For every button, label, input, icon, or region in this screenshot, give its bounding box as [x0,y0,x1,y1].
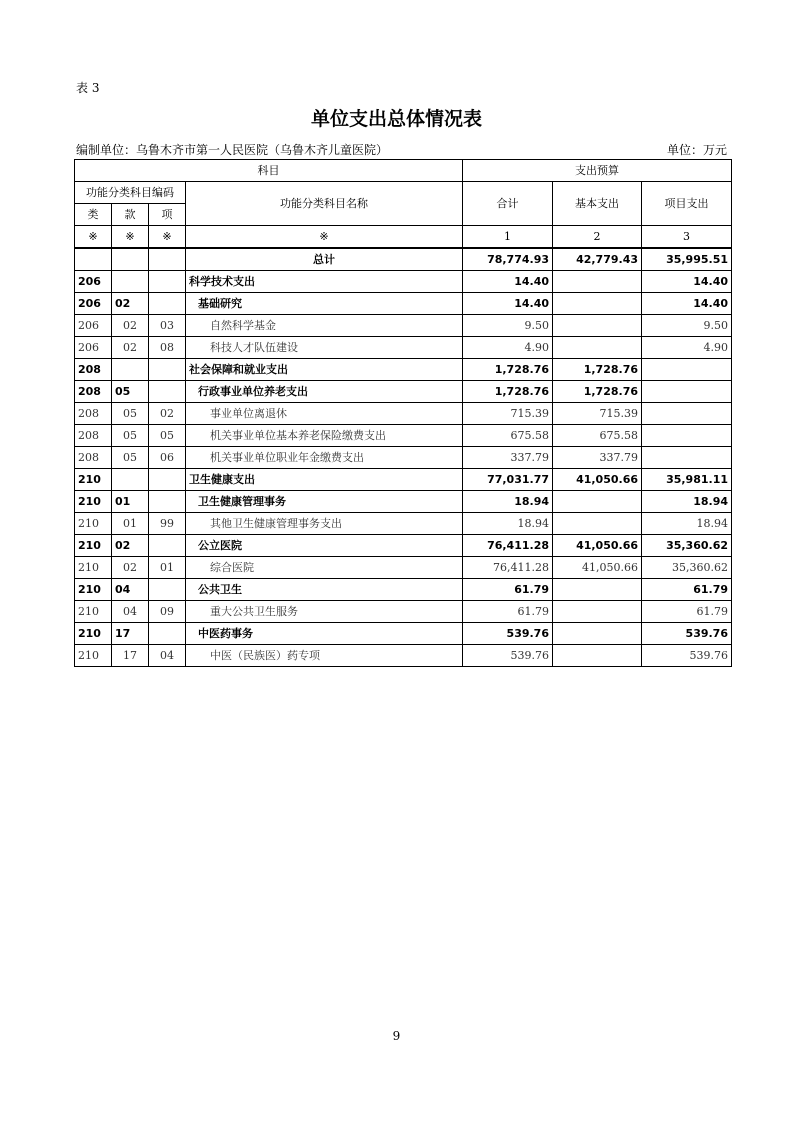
header-row-1 [75,160,732,182]
cell-project: 61.79 [642,579,732,601]
cell-total: 77,031.77 [463,469,553,491]
cell-total: 78,774.93 [463,248,553,271]
cell-kuan: 01 [112,491,149,513]
cell-name: 机关事业单位职业年金缴费支出 [186,447,463,469]
cell-lei: 210 [75,623,112,645]
table-row [75,469,732,491]
cell-project [642,381,732,403]
expenditure-table [74,159,732,667]
header-project: 项目支出 [642,182,732,226]
cell-total: 76,411.28 [463,535,553,557]
cell-lei: 206 [75,293,112,315]
cell-total: 18.94 [463,513,553,535]
cell-xiang: 09 [149,601,186,623]
table-row [75,535,732,557]
cell-basic: 675.58 [553,425,642,447]
cell-project: 14.40 [642,271,732,293]
cell-total: 539.76 [463,623,553,645]
header-name: 功能分类科目名称 [186,182,463,226]
cell-xiang: 06 [149,447,186,469]
cell-lei: 206 [75,271,112,293]
cell-kuan [112,248,149,271]
cell-project: 539.76 [642,645,732,667]
cell-project: 35,981.11 [642,469,732,491]
cell-lei [75,248,112,271]
cell-basic [553,315,642,337]
mark-cell: ※ [112,226,149,249]
cell-name: 科技人才队伍建设 [186,337,463,359]
cell-xiang: 99 [149,513,186,535]
cell-basic: 1,728.76 [553,359,642,381]
table-row [75,403,732,425]
cell-basic: 1,728.76 [553,381,642,403]
cell-kuan: 05 [112,381,149,403]
cell-kuan: 02 [112,557,149,579]
cell-total: 14.40 [463,293,553,315]
cell-total: 675.58 [463,425,553,447]
cell-name: 总计 [186,248,463,271]
cell-basic [553,337,642,359]
cell-project [642,359,732,381]
cell-lei: 206 [75,315,112,337]
cell-xiang [149,248,186,271]
cell-name: 其他卫生健康管理事务支出 [186,513,463,535]
cell-kuan: 04 [112,579,149,601]
header-subject: 科目 [75,160,463,182]
table-row [75,601,732,623]
cell-name: 机关事业单位基本养老保险缴费支出 [186,425,463,447]
cell-lei: 210 [75,513,112,535]
cell-lei: 210 [75,557,112,579]
cell-name: 公立医院 [186,535,463,557]
table-row [75,381,732,403]
table-row [75,293,732,315]
cell-name: 公共卫生 [186,579,463,601]
cell-project: 14.40 [642,293,732,315]
mark-cell: ※ [186,226,463,249]
table-row [75,513,732,535]
mark-cell: ※ [75,226,112,249]
cell-project: 9.50 [642,315,732,337]
cell-total: 14.40 [463,271,553,293]
unit-label: 单位：万元 [667,143,728,157]
cell-kuan: 02 [112,293,149,315]
cell-xiang: 01 [149,557,186,579]
cell-lei: 206 [75,337,112,359]
cell-xiang [149,359,186,381]
table-row [75,248,732,271]
cell-kuan: 17 [112,645,149,667]
cell-lei: 208 [75,381,112,403]
header-basic: 基本支出 [553,182,642,226]
cell-lei: 210 [75,491,112,513]
cell-project: 18.94 [642,491,732,513]
cell-name: 事业单位离退休 [186,403,463,425]
table-row [75,623,732,645]
cell-name: 卫生健康管理事务 [186,491,463,513]
cell-lei: 210 [75,469,112,491]
cell-kuan: 02 [112,315,149,337]
cell-lei: 208 [75,447,112,469]
cell-kuan: 02 [112,535,149,557]
cell-total: 61.79 [463,601,553,623]
cell-total: 9.50 [463,315,553,337]
cell-total: 1,728.76 [463,359,553,381]
cell-total: 61.79 [463,579,553,601]
cell-kuan [112,271,149,293]
cell-xiang [149,579,186,601]
cell-name: 重大公共卫生服务 [186,601,463,623]
cell-project: 18.94 [642,513,732,535]
cell-name: 卫生健康支出 [186,469,463,491]
cell-name: 综合医院 [186,557,463,579]
cell-total: 18.94 [463,491,553,513]
cell-xiang [149,535,186,557]
cell-project: 35,360.62 [642,535,732,557]
cell-lei: 208 [75,403,112,425]
cell-basic [553,601,642,623]
cell-kuan [112,469,149,491]
table-row [75,645,732,667]
cell-xiang [149,381,186,403]
cell-xiang: 04 [149,645,186,667]
cell-xiang: 03 [149,315,186,337]
cell-name: 行政事业单位养老支出 [186,381,463,403]
cell-name: 基础研究 [186,293,463,315]
cell-lei: 208 [75,359,112,381]
cell-lei: 210 [75,601,112,623]
header-total: 合计 [463,182,553,226]
cell-xiang [149,623,186,645]
cell-xiang: 08 [149,337,186,359]
cell-basic [553,293,642,315]
table-row [75,315,732,337]
cell-kuan: 17 [112,623,149,645]
page-number: 9 [392,1029,401,1043]
cell-xiang: 05 [149,425,186,447]
col-number-2: 2 [553,226,642,249]
cell-total: 1,728.76 [463,381,553,403]
cell-xiang [149,491,186,513]
cell-name: 中医药事务 [186,623,463,645]
cell-basic: 41,050.66 [553,557,642,579]
table-row [75,491,732,513]
cell-kuan [112,359,149,381]
org-label: 编制单位：乌鲁木齐市第一人民医院（乌鲁木齐儿童医院） [76,143,389,157]
cell-basic [553,623,642,645]
cell-name: 自然科学基金 [186,315,463,337]
header-budget: 支出预算 [463,160,732,182]
cell-total: 4.90 [463,337,553,359]
table-label: 表 3 [76,81,100,95]
cell-lei: 210 [75,579,112,601]
table-row [75,271,732,293]
page-title: 单位支出总体情况表 [310,108,482,130]
table-row [75,359,732,381]
cell-project: 61.79 [642,601,732,623]
header-code-group: 功能分类科目编码 [75,182,186,204]
cell-kuan: 02 [112,337,149,359]
cell-basic: 715.39 [553,403,642,425]
cell-basic: 41,050.66 [553,535,642,557]
cell-kuan: 05 [112,425,149,447]
cell-name: 社会保障和就业支出 [186,359,463,381]
cell-lei: 208 [75,425,112,447]
cell-kuan: 04 [112,601,149,623]
cell-name: 科学技术支出 [186,271,463,293]
cell-project: 35,995.51 [642,248,732,271]
table-row [75,337,732,359]
cell-project [642,447,732,469]
cell-project [642,403,732,425]
header-row-2 [75,182,732,204]
cell-kuan: 05 [112,447,149,469]
cell-project: 539.76 [642,623,732,645]
cell-project: 35,360.62 [642,557,732,579]
header-row-4 [75,226,732,249]
cell-kuan: 05 [112,403,149,425]
cell-basic: 42,779.43 [553,248,642,271]
cell-basic [553,579,642,601]
cell-basic [553,271,642,293]
cell-lei: 210 [75,645,112,667]
cell-name: 中医（民族医）药专项 [186,645,463,667]
cell-total: 715.39 [463,403,553,425]
col-number-1: 1 [463,226,553,249]
cell-xiang [149,293,186,315]
cell-basic: 41,050.66 [553,469,642,491]
cell-xiang: 02 [149,403,186,425]
header-lei: 类 [75,204,112,226]
cell-lei: 210 [75,535,112,557]
mark-cell: ※ [149,226,186,249]
cell-kuan: 01 [112,513,149,535]
table-row [75,425,732,447]
table-row [75,447,732,469]
cell-basic: 337.79 [553,447,642,469]
cell-xiang [149,469,186,491]
cell-total: 539.76 [463,645,553,667]
cell-total: 76,411.28 [463,557,553,579]
cell-project: 4.90 [642,337,732,359]
cell-project [642,425,732,447]
header-kuan: 款 [112,204,149,226]
cell-basic [553,491,642,513]
cell-xiang [149,271,186,293]
cell-total: 337.79 [463,447,553,469]
table-row [75,557,732,579]
cell-basic [553,513,642,535]
col-number-3: 3 [642,226,732,249]
header-xiang: 项 [149,204,186,226]
table-row [75,579,732,601]
cell-basic [553,645,642,667]
